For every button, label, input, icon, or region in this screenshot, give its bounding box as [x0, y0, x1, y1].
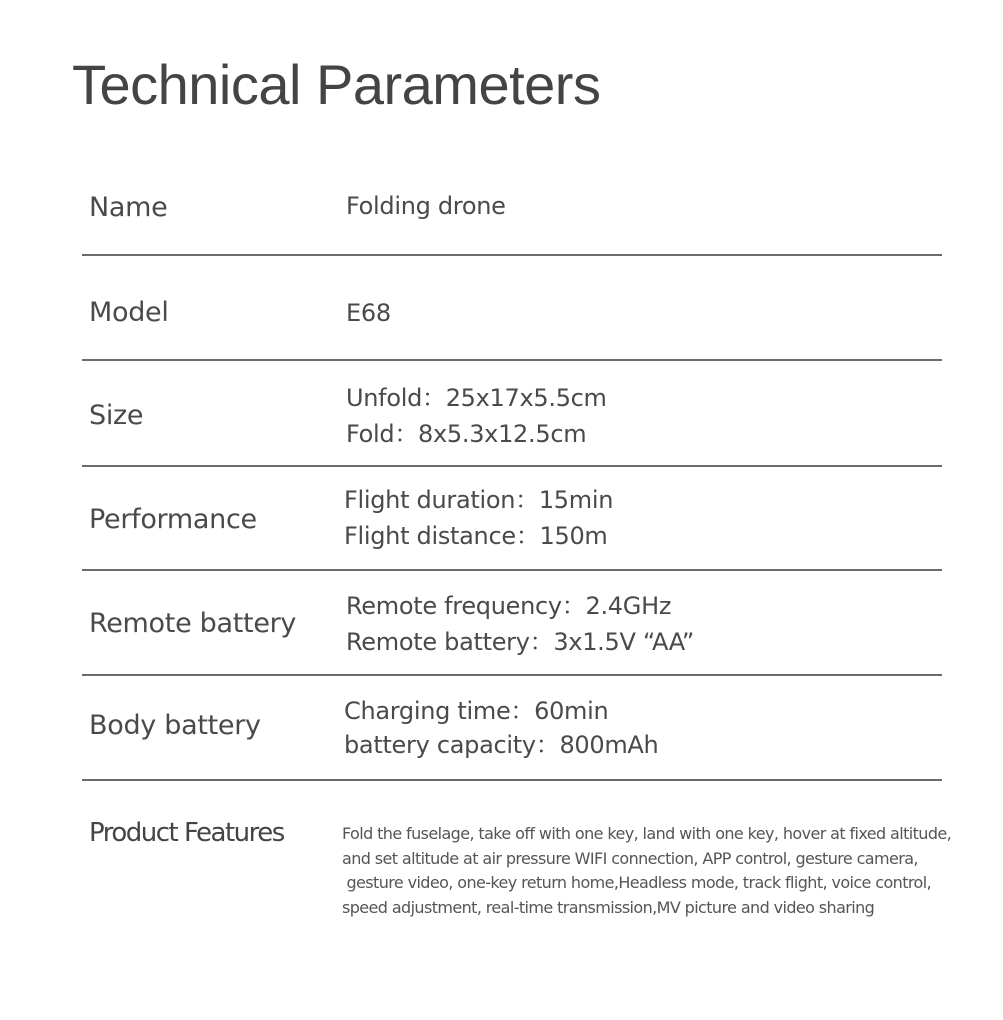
divider: [82, 779, 942, 781]
spec-label: Size: [89, 400, 144, 431]
divider: [82, 359, 942, 361]
spec-row-performance: [82, 482, 942, 562]
spec-row-size: [82, 380, 942, 460]
divider: [82, 254, 942, 256]
spec-value: Flight duration：15min Flight distance：150m: [344, 486, 614, 550]
page-title: Technical Parameters: [72, 53, 601, 116]
spec-value: Folding drone: [346, 192, 506, 220]
spec-value: Remote frequency：2.4GHz Remote battery：3x1.5V “AA”: [346, 592, 695, 656]
spec-label: Remote battery: [89, 608, 297, 639]
spec-row-remote-battery: [82, 588, 942, 668]
spec-label: Body battery: [89, 710, 261, 741]
spec-value: Charging time：60min battery capacity：800mAh: [344, 697, 659, 759]
divider: [82, 674, 942, 676]
divider: [82, 465, 942, 467]
spec-value: Unfold：25x17x5.5cm Fold：8x5.3x12.5cm: [346, 384, 607, 448]
spec-label: Name: [89, 192, 168, 223]
features-description: Fold the fuselage, take off with one key, land with one key, hover at fixed altitude, and set altitude at air pressure WIFI connection, APP control, gesture camera, gesture video, one-key return home,Headless mode, track flight, voice control, speed adjustment, real-time transmission,MV picture and video sharing: [342, 824, 952, 917]
spec-row-name: [82, 190, 942, 250]
spec-row-body-battery: [82, 694, 942, 774]
spec-value: E68: [346, 299, 391, 327]
spec-label: Model: [89, 297, 169, 328]
spec-row-model: [82, 295, 942, 355]
spec-label: Performance: [89, 504, 257, 535]
features-label: Product Features: [89, 818, 284, 848]
divider: [82, 569, 942, 571]
